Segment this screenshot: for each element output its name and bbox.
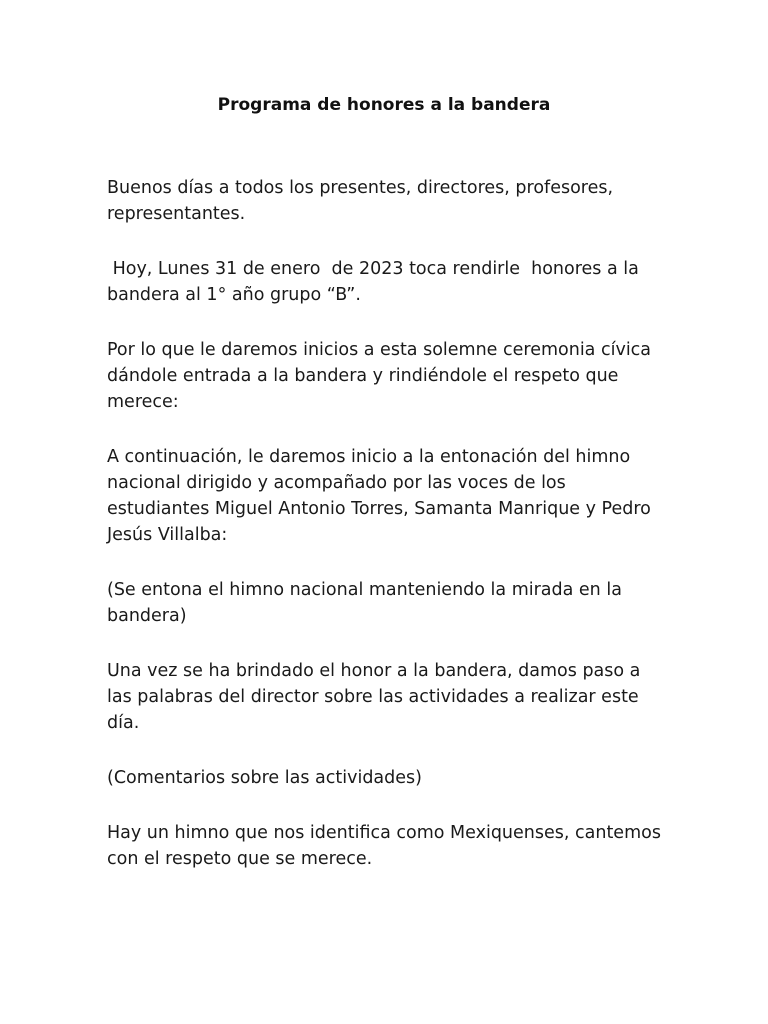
paragraph-anthem-intro: A continuación, le daremos inicio a la entonación del himno nacional dirigido y acompañado por las voces de los estudiantes Miguel Antonio Torres, Samanta Manrique y Pedro Jesús Villalba: bbox=[107, 447, 657, 545]
document-title: Programa de honores a la bandera bbox=[217, 95, 551, 115]
document-body bbox=[107, 175, 667, 901]
paragraph-closing: Hay un himno que nos identifica como Mexiquenses, cantemos con el respeto que se merece. bbox=[107, 823, 667, 869]
paragraph-comments-note: (Comentarios sobre las actividades) bbox=[107, 768, 422, 788]
paragraph-director: Una vez se ha brindado el honor a la bandera, damos paso a las palabras del director sobre las actividades a realizar este día. bbox=[107, 661, 646, 733]
paragraph-date: Hoy, Lunes 31 de enero de 2023 toca rendirle honores a la bandera al 1° año grupo “B”. bbox=[107, 259, 645, 305]
paragraph-anthem-note: (Se entona el himno nacional manteniendo la mirada en la bandera) bbox=[107, 580, 628, 626]
paragraph-ceremony-start: Por lo que le daremos inicios a esta solemne ceremonia cívica dándole entrada a la bandera y rindiéndole el respeto que merece: bbox=[107, 340, 657, 412]
paragraph-greeting: Buenos días a todos los presentes, directores, profesores, representantes. bbox=[107, 178, 619, 224]
